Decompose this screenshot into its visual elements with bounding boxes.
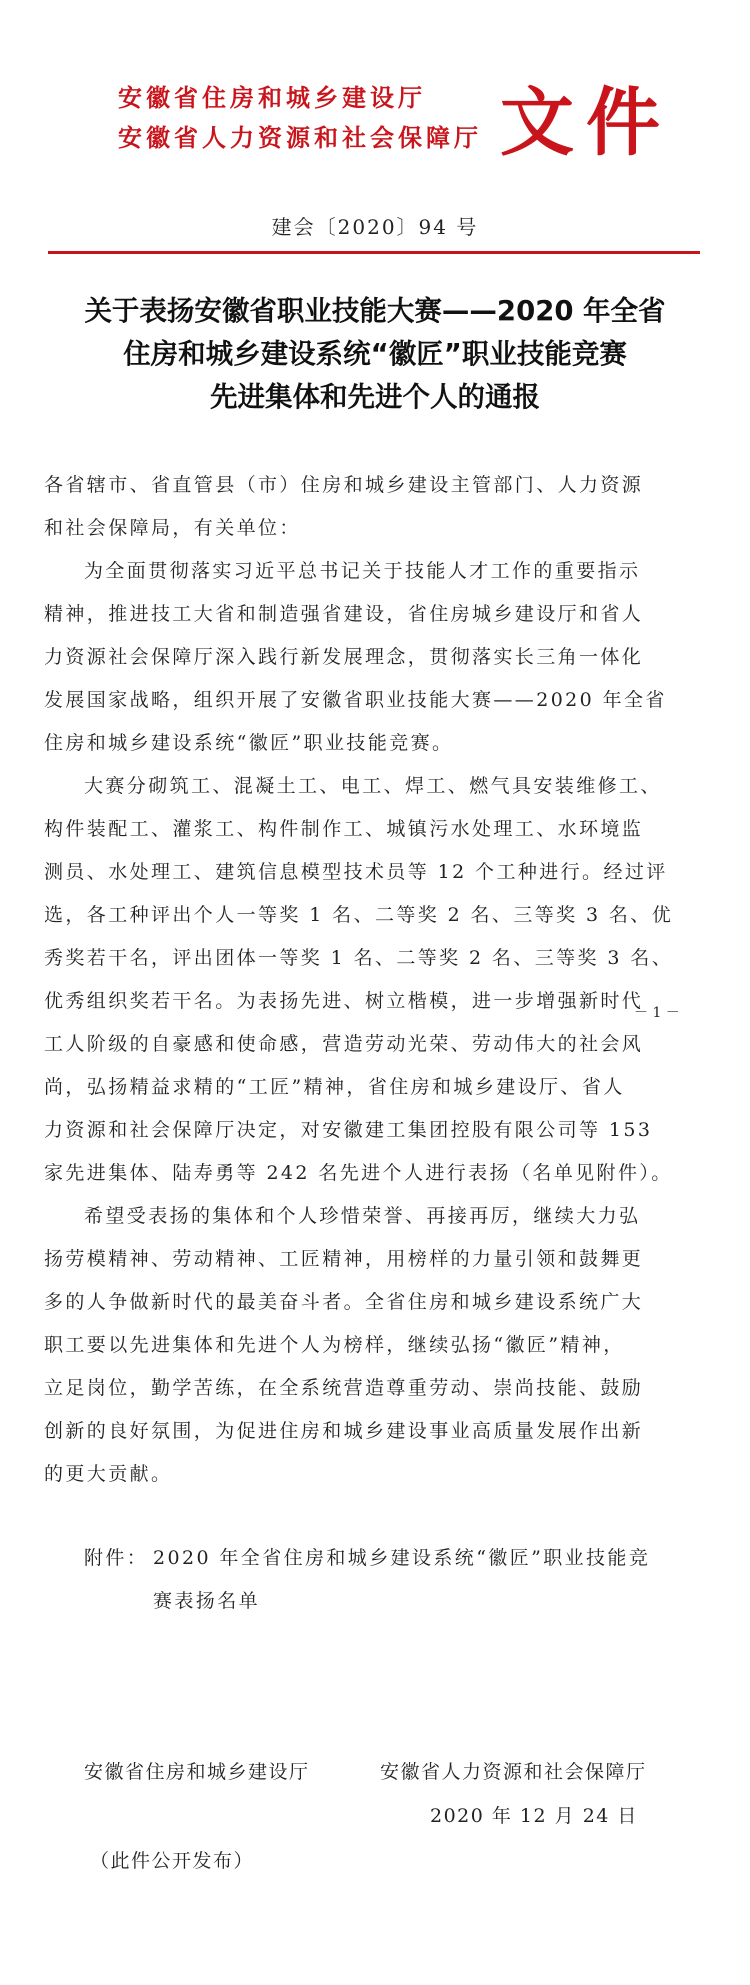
paragraph-line: 为全面贯彻落实习近平总书记关于技能人才工作的重要指示: [84, 560, 641, 582]
signature-date: 2020 年 12 月 24 日: [430, 1805, 638, 1827]
paragraph-line: 精神，推进技工大省和制造强省建设，省住房城乡建设厅和省人: [44, 603, 644, 625]
title-line-2: 住房和城乡建设系统“徽匠”职业技能竞赛: [123, 338, 627, 370]
paragraph-line: 尚，弘扬精益求精的“工匠”精神，省住房和城乡建设厅、省人: [44, 1076, 625, 1098]
paragraph-line: 构件装配工、灌浆工、构件制作工、城镇污水处理工、水环境监: [44, 818, 644, 840]
signature-org-hr: 安徽省人力资源和社会保障厅: [380, 1761, 647, 1783]
paragraph-line: 大赛分砌筑工、混凝土工、电工、焊工、燃气具安装维修工、: [84, 775, 662, 797]
attachment-line: 赛表扬名单: [153, 1590, 261, 1612]
paragraph-line: 力资源社会保障厅深入践行新发展理念，贯彻落实长三角一体化: [44, 646, 644, 668]
paragraph-line: 扬劳模精神、劳动精神、工匠精神，用榜样的力量引领和鼓舞更: [44, 1248, 644, 1270]
paragraph-line: 家先进集体、陆寿勇等 242 名先进个人进行表扬（名单见附件）。: [44, 1162, 673, 1184]
attachment-line: 2020 年全省住房和城乡建设系统“徽匠”职业技能竞: [153, 1547, 651, 1569]
paragraph-line: 发展国家战略，组织开展了安徽省职业技能大赛——2020 年全省: [44, 689, 667, 711]
paragraph-line: 创新的良好氛围，为促进住房和城乡建设事业高质量发展作出新: [44, 1420, 644, 1442]
issuer-housing-department: 安徽省住房和城乡建设厅: [118, 84, 426, 112]
paragraph-line: 力资源和社会保障厅决定，对安徽建工集团控股有限公司等 153: [44, 1119, 653, 1141]
title-line-3: 先进集体和先进个人的通报: [210, 381, 540, 413]
paragraph-line: 测员、水处理工、建筑信息模型技术员等 12 个工种进行。经过评: [44, 861, 668, 883]
paragraph-line: 住房和城乡建设系统“徽匠”职业技能竞赛。: [44, 732, 454, 754]
public-release-note: （此件公开发布）: [90, 1850, 255, 1872]
paragraph-line: 希望受表扬的集体和个人珍惜荣誉、再接再厉，继续大力弘: [84, 1205, 641, 1227]
salutation-line: 各省辖市、省直管县（市）住房和城乡建设主管部门、人力资源: [44, 474, 644, 496]
attachment-label: 附件：: [84, 1547, 149, 1569]
paragraph-line: 优秀组织奖若干名。为表扬先进、树立楷模，进一步增强新时代: [44, 990, 644, 1012]
paragraph-line: 多的人争做新时代的最美奋斗者。全省住房和城乡建设系统广大: [44, 1291, 644, 1313]
signature-org-housing: 安徽省住房和城乡建设厅: [84, 1761, 310, 1783]
issuer-hr-department: 安徽省人力资源和社会保障厅: [118, 124, 482, 152]
paragraph-line: 选，各工种评出个人一等奖 1 名、二等奖 2 名、三等奖 3 名、优: [44, 904, 674, 926]
paragraph-line: 工人阶级的自豪感和使命感，营造劳动光荣、劳动伟大的社会风: [44, 1033, 644, 1055]
title-line-1: 关于表扬安徽省职业技能大赛——2020 年全省: [84, 295, 666, 327]
paragraph-line: 秀奖若干名，评出团体一等奖 1 名、二等奖 2 名、三等奖 3 名、: [44, 947, 674, 969]
paragraph-line: 的更大贡献。: [44, 1463, 173, 1485]
red-divider: [48, 251, 700, 254]
page-number: － 1 －: [634, 1005, 680, 1021]
document-number: 建会〔2020〕94 号: [271, 215, 479, 239]
salutation-line: 和社会保障局，有关单位：: [44, 517, 301, 539]
paragraph-line: 立足岗位，勤学苦练，在全系统营造尊重劳动、崇尚技能、鼓励: [44, 1377, 644, 1399]
paragraph-line: 职工要以先进集体和先进个人为榜样，继续弘扬“徽匠”精神，: [44, 1334, 625, 1356]
document-type-mark: 文件: [500, 80, 672, 166]
